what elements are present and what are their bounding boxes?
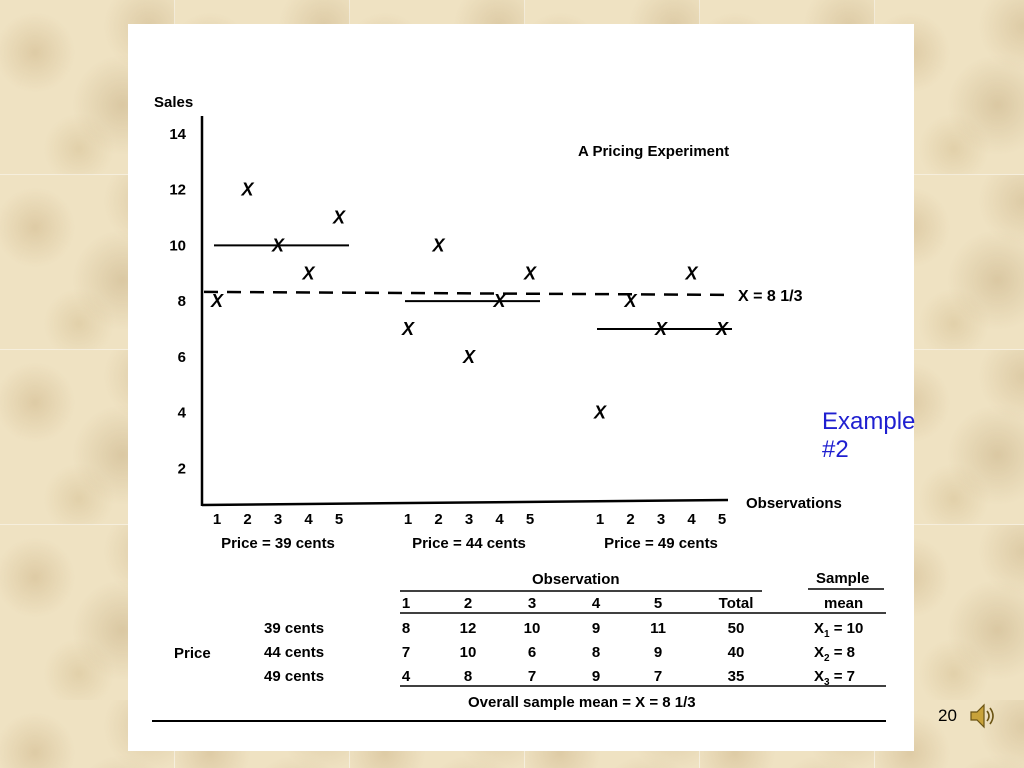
speaker-icon[interactable] — [968, 701, 998, 731]
table-total-cell: 35 — [727, 668, 745, 685]
table-column-header: 5 — [653, 595, 663, 612]
table-cell: 8 — [401, 620, 411, 637]
x-tick-label: 2 — [434, 511, 443, 528]
table-row-label: 44 cents — [264, 644, 325, 661]
pricing-experiment-chart — [128, 24, 914, 751]
table-column-header: 4 — [591, 595, 601, 612]
data-point: X — [685, 263, 698, 284]
price-group-labels — [221, 535, 718, 552]
table-total-cell: 40 — [727, 644, 745, 661]
chart-title: A Pricing Experiment — [578, 143, 730, 160]
data-point: X — [210, 291, 224, 312]
x-tick-label: 1 — [403, 511, 413, 528]
data-point: X — [302, 263, 315, 284]
y-axis-label: Sales — [154, 94, 194, 111]
data-point: X — [715, 319, 729, 339]
table-cell: 11 — [650, 620, 666, 637]
data-point: X — [523, 263, 537, 284]
x-tick-label: 3 — [464, 511, 474, 528]
x-tick-label: 4 — [687, 511, 696, 528]
price-group-label: Price = 49 cents — [604, 535, 718, 552]
price-group-label: Price = 44 cents — [412, 535, 526, 552]
example-label: Example #2 — [822, 408, 916, 463]
y-tick-label: 8 — [177, 293, 186, 311]
table-cell: 12 — [459, 620, 477, 637]
table-row-label: 49 cents — [264, 668, 325, 685]
data-point: X — [241, 179, 254, 200]
table-mean-cell: $X_1 = 10$ — [814, 620, 864, 640]
data-point: X — [271, 235, 285, 256]
table-row-group-label: Price — [174, 645, 211, 662]
table-column-headers — [402, 595, 754, 612]
table-cell: 9 — [591, 668, 601, 685]
data-point: X — [654, 319, 668, 339]
table-total-cell: 50 — [727, 620, 745, 637]
table-cell: 7 — [401, 644, 411, 661]
data-point: X — [593, 402, 607, 423]
table-column-header: 1 — [401, 595, 411, 612]
x-tick-label: 4 — [304, 511, 313, 528]
x-tick-label: 2 — [243, 511, 252, 528]
y-tick-label: 2 — [177, 460, 186, 478]
table-cell: 8 — [463, 668, 473, 685]
table-cell: 8 — [591, 644, 601, 661]
x-axis-label: Observations — [746, 495, 842, 512]
table-cell: 7 — [653, 668, 663, 685]
table-mean-header-1: Sample — [816, 570, 870, 587]
data-point: X — [462, 346, 476, 367]
table-cell: 9 — [591, 620, 601, 637]
observation-table — [152, 570, 886, 721]
x-axis — [202, 500, 728, 505]
table-column-header: Total — [718, 595, 754, 612]
x-tick-label: 5 — [717, 511, 727, 528]
table-column-header: 3 — [527, 595, 537, 612]
x-tick-label: 3 — [656, 511, 666, 528]
x-tick-label: 1 — [212, 511, 222, 528]
y-tick-labels — [169, 126, 186, 477]
overall-mean-label: X = 8 1/3 — [738, 287, 803, 305]
slide-image-panel — [128, 24, 914, 751]
x-tick-label: 4 — [495, 511, 504, 528]
table-mean-cell: $X_2 = 8$ — [814, 644, 856, 664]
table-cell: 10 — [459, 644, 477, 661]
table-column-header: 2 — [463, 595, 473, 612]
data-point: X — [624, 291, 637, 312]
y-tick-label: 14 — [169, 126, 186, 143]
x-tick-label: 5 — [525, 511, 535, 528]
table-mean-cell: $X_3 = 7$ — [814, 668, 856, 688]
x-tick-label: 2 — [626, 511, 635, 528]
x-tick-label: 1 — [595, 511, 605, 528]
table-overall-mean: Overall sample mean = X = 8 1/3 — [468, 694, 696, 711]
y-tick-label: 12 — [169, 181, 186, 199]
group-mean-lines — [214, 245, 732, 329]
overall-mean-dashed-line — [204, 292, 728, 295]
data-point: X — [332, 207, 346, 228]
table-row-label: 39 cents — [264, 620, 325, 637]
table-body — [264, 620, 863, 688]
price-group-label: Price = 39 cents — [221, 535, 335, 552]
slide-number: 20 — [938, 706, 957, 725]
y-tick-label: 6 — [177, 348, 186, 366]
y-tick-label: 4 — [177, 404, 186, 422]
table-cell: 4 — [401, 668, 411, 685]
x-tick-labels — [213, 511, 726, 528]
x-tick-label: 3 — [273, 511, 283, 528]
x-tick-label: 5 — [334, 511, 344, 528]
data-point: X — [401, 319, 415, 339]
table-mean-header-2: mean — [824, 595, 864, 612]
data-point: X — [432, 235, 445, 256]
table-cell: 6 — [527, 644, 537, 661]
table-cell: 7 — [527, 668, 537, 685]
data-point: X — [493, 291, 506, 312]
table-cell: 10 — [523, 620, 541, 637]
y-tick-label: 10 — [169, 237, 186, 255]
table-col-group-label: Observation — [532, 571, 620, 588]
table-cell: 9 — [653, 644, 663, 661]
